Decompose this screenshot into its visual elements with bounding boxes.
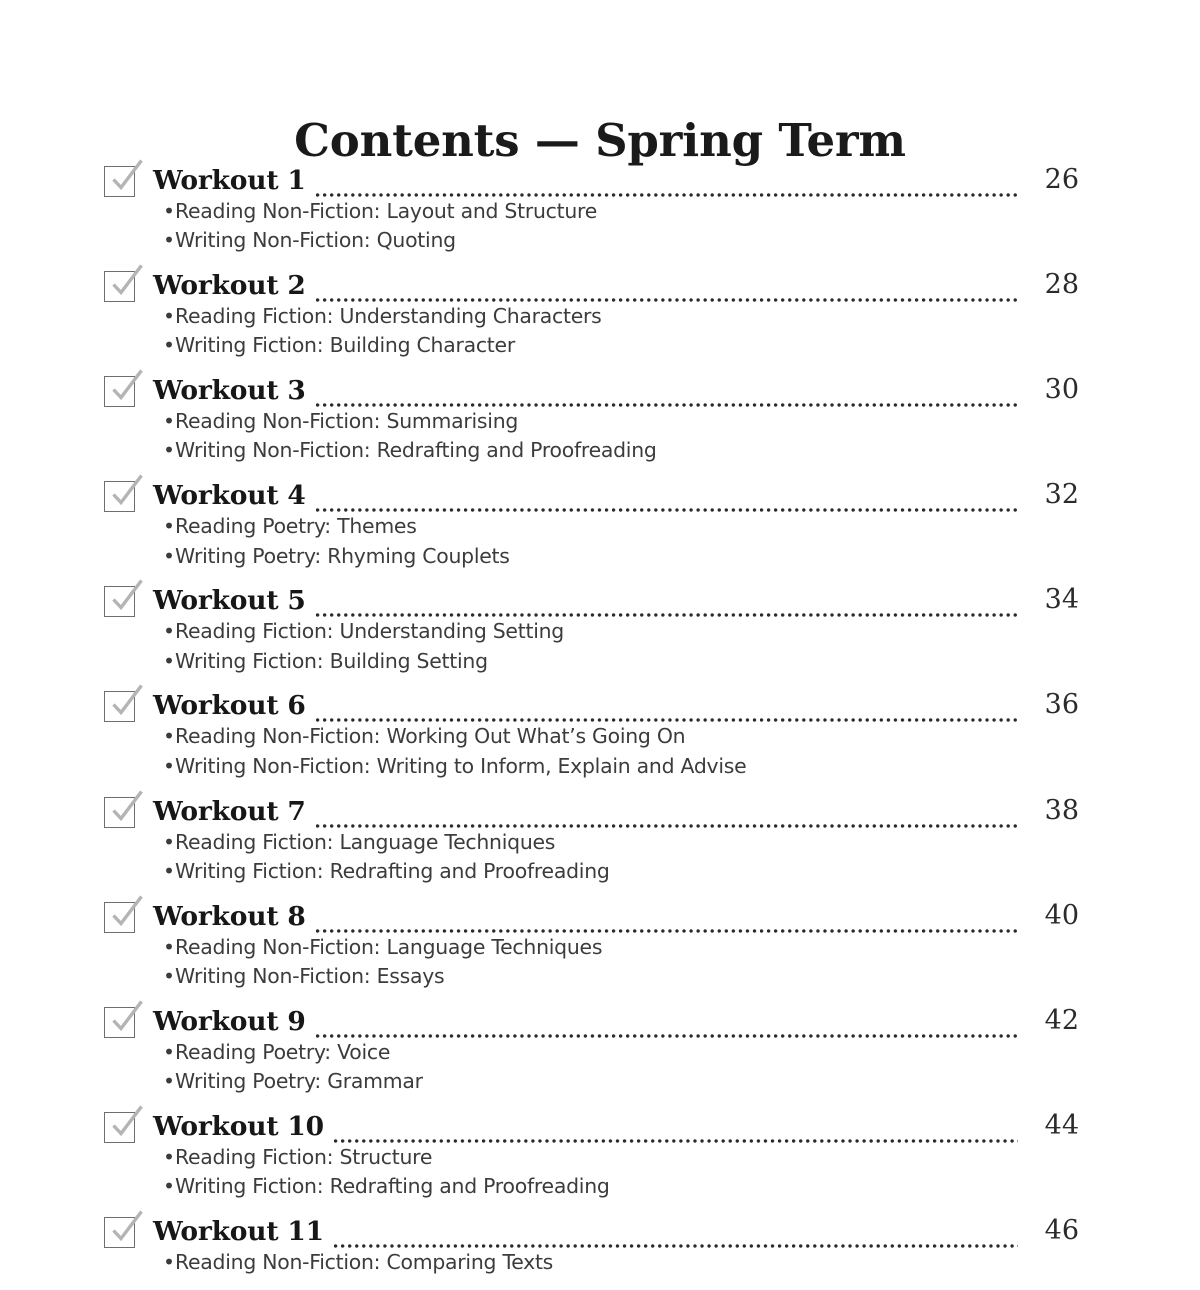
topic-label: Reading Fiction: Understanding Characters bbox=[175, 304, 602, 329]
toc-entry-row[interactable] bbox=[104, 688, 1079, 724]
topic-label: Reading Poetry: Themes bbox=[175, 514, 417, 539]
bullet-icon: • bbox=[163, 648, 175, 673]
workout-label: Workout 4 bbox=[153, 480, 306, 512]
workout-label: Workout 3 bbox=[153, 375, 306, 407]
topic-item bbox=[104, 407, 1079, 436]
topic-label: Reading Fiction: Language Techniques bbox=[175, 829, 556, 854]
topic-label: Reading Poetry: Voice bbox=[175, 1039, 391, 1064]
topic-label: Writing Fiction: Redrafting and Proofreading bbox=[175, 1174, 610, 1199]
bullet-icon: • bbox=[163, 1144, 175, 1169]
topic-item bbox=[104, 962, 1079, 991]
topic-item bbox=[104, 1143, 1079, 1172]
bullet-icon: • bbox=[163, 724, 175, 749]
bullet-icon: • bbox=[163, 934, 175, 959]
workout-label: Workout 5 bbox=[153, 585, 306, 617]
dot-leader bbox=[316, 702, 1018, 724]
topic-label: Writing Non-Fiction: Essays bbox=[175, 963, 445, 988]
workout-label: Workout 6 bbox=[153, 690, 306, 722]
dot-leader bbox=[334, 1123, 1018, 1145]
topic-label: Writing Fiction: Building Setting bbox=[175, 648, 488, 673]
dot-leader bbox=[316, 597, 1018, 619]
topic-item bbox=[104, 1038, 1079, 1067]
page-number: 46 bbox=[1044, 1214, 1079, 1246]
bullet-icon: • bbox=[163, 1069, 175, 1094]
workout-label: Workout 10 bbox=[153, 1110, 324, 1142]
topic-list bbox=[104, 302, 1079, 361]
checkmark-icon bbox=[106, 370, 144, 408]
toc-entry-row[interactable] bbox=[104, 373, 1079, 409]
topic-item bbox=[104, 1067, 1079, 1096]
bullet-icon: • bbox=[163, 1249, 175, 1274]
topic-label: Writing Non-Fiction: Quoting bbox=[175, 228, 456, 253]
dot-leader bbox=[316, 1018, 1018, 1040]
page-number: 30 bbox=[1044, 374, 1079, 406]
dot-leader bbox=[316, 177, 1018, 199]
workout-checkbox[interactable] bbox=[104, 797, 137, 830]
bullet-icon: • bbox=[163, 409, 175, 434]
topic-label: Writing Non-Fiction: Writing to Inform, Explain and Advise bbox=[175, 753, 747, 778]
bullet-icon: • bbox=[163, 1039, 175, 1064]
checkmark-icon bbox=[106, 580, 144, 618]
toc-entry-row[interactable] bbox=[104, 268, 1079, 304]
checkmark-icon bbox=[106, 1211, 144, 1249]
topic-item bbox=[104, 1248, 1079, 1277]
workout-label: Workout 2 bbox=[153, 270, 306, 302]
topic-list bbox=[104, 828, 1079, 887]
workout-label: Workout 7 bbox=[153, 795, 306, 827]
topic-item bbox=[104, 857, 1079, 886]
workout-label: Workout 9 bbox=[153, 1005, 306, 1037]
topic-item bbox=[104, 933, 1079, 962]
topic-item bbox=[104, 542, 1079, 571]
page-number: 32 bbox=[1044, 479, 1079, 511]
toc-entry bbox=[104, 1109, 1079, 1204]
topic-item bbox=[104, 647, 1079, 676]
workout-checkbox[interactable] bbox=[104, 1112, 137, 1145]
toc-entry bbox=[104, 794, 1079, 889]
topic-label: Writing Non-Fiction: Redrafting and Proofreading bbox=[175, 438, 657, 463]
topic-item bbox=[104, 331, 1079, 360]
topic-list bbox=[104, 1038, 1079, 1097]
topic-item bbox=[104, 226, 1079, 255]
workout-checkbox[interactable] bbox=[104, 902, 137, 935]
workout-checkbox[interactable] bbox=[104, 166, 137, 199]
dot-leader bbox=[316, 492, 1018, 514]
workout-checkbox[interactable] bbox=[104, 691, 137, 724]
bullet-icon: • bbox=[163, 514, 175, 539]
checkmark-icon bbox=[106, 475, 144, 513]
workout-checkbox[interactable] bbox=[104, 481, 137, 514]
bullet-icon: • bbox=[163, 438, 175, 463]
bullet-icon: • bbox=[163, 963, 175, 988]
topic-list bbox=[104, 197, 1079, 256]
topic-label: Reading Non-Fiction: Summarising bbox=[175, 409, 519, 434]
topic-list bbox=[104, 722, 1079, 781]
checkmark-icon bbox=[106, 1001, 144, 1039]
page-number: 38 bbox=[1044, 794, 1079, 826]
toc-entry-row[interactable] bbox=[104, 583, 1079, 619]
page-number: 40 bbox=[1044, 899, 1079, 931]
workout-checkbox[interactable] bbox=[104, 271, 137, 304]
topic-item bbox=[104, 436, 1079, 465]
dot-leader bbox=[316, 913, 1018, 935]
toc-entry bbox=[104, 478, 1079, 573]
topic-list bbox=[104, 512, 1079, 571]
bullet-icon: • bbox=[163, 753, 175, 778]
toc-entry-row[interactable] bbox=[104, 899, 1079, 935]
toc-entry-row[interactable] bbox=[104, 478, 1079, 514]
toc-entry bbox=[104, 688, 1079, 783]
table-of-contents-list bbox=[104, 163, 1079, 1290]
toc-entry-row[interactable] bbox=[104, 1109, 1079, 1145]
dot-leader bbox=[334, 1228, 1018, 1250]
topic-list bbox=[104, 1248, 1079, 1277]
page-number: 44 bbox=[1044, 1109, 1079, 1141]
topic-label: Reading Non-Fiction: Layout and Structure bbox=[175, 199, 598, 223]
toc-entry bbox=[104, 1004, 1079, 1099]
page-number: 36 bbox=[1044, 689, 1079, 721]
topic-label: Writing Fiction: Redrafting and Proofreading bbox=[175, 858, 610, 883]
workout-checkbox[interactable] bbox=[104, 1217, 137, 1250]
workout-checkbox[interactable] bbox=[104, 376, 137, 409]
topic-item bbox=[104, 752, 1079, 781]
topic-list bbox=[104, 407, 1079, 466]
toc-entry bbox=[104, 899, 1079, 994]
dot-leader bbox=[316, 387, 1018, 409]
topic-item bbox=[104, 512, 1079, 541]
topic-label: Writing Poetry: Grammar bbox=[175, 1069, 423, 1094]
toc-entry-row[interactable] bbox=[104, 163, 1079, 199]
checkmark-icon bbox=[106, 791, 144, 829]
bullet-icon: • bbox=[163, 1174, 175, 1199]
topic-item bbox=[104, 302, 1079, 331]
bullet-icon: • bbox=[163, 829, 175, 854]
checkmark-icon bbox=[106, 685, 144, 723]
page-number: 34 bbox=[1044, 584, 1079, 616]
toc-entry bbox=[104, 373, 1079, 468]
workout-label: Workout 8 bbox=[153, 900, 306, 932]
workout-checkbox[interactable] bbox=[104, 1007, 137, 1040]
bullet-icon: • bbox=[163, 858, 175, 883]
topic-label: Reading Non-Fiction: Working Out What’s Going On bbox=[175, 724, 686, 749]
page-number: 42 bbox=[1044, 1004, 1079, 1036]
topic-label: Writing Poetry: Rhyming Couplets bbox=[175, 543, 510, 568]
checkmark-icon bbox=[106, 160, 144, 198]
bullet-icon: • bbox=[163, 228, 175, 253]
toc-entry bbox=[104, 583, 1079, 678]
topic-label: Reading Non-Fiction: Comparing Texts bbox=[175, 1249, 554, 1274]
toc-entry-row[interactable] bbox=[104, 1004, 1079, 1040]
dot-leader bbox=[316, 282, 1018, 304]
topic-item bbox=[104, 617, 1079, 646]
bullet-icon: • bbox=[163, 304, 175, 329]
topic-item bbox=[104, 1172, 1079, 1201]
checkmark-icon bbox=[106, 896, 144, 934]
topic-label: Writing Fiction: Building Character bbox=[175, 333, 515, 358]
topic-list bbox=[104, 617, 1079, 676]
topic-item bbox=[104, 722, 1079, 751]
topic-list bbox=[104, 933, 1079, 992]
checkmark-icon bbox=[106, 265, 144, 303]
topic-list bbox=[104, 1143, 1079, 1202]
workout-label: Workout 1 bbox=[153, 165, 306, 196]
workout-checkbox[interactable] bbox=[104, 586, 137, 619]
dot-leader bbox=[316, 808, 1018, 830]
toc-entry bbox=[104, 268, 1079, 363]
toc-entry-row[interactable] bbox=[104, 794, 1079, 830]
checkmark-icon bbox=[106, 1106, 144, 1144]
workout-label: Workout 11 bbox=[153, 1215, 324, 1247]
toc-entry bbox=[104, 1214, 1079, 1279]
bullet-icon: • bbox=[163, 333, 175, 358]
page-title: Contents — Spring Term bbox=[294, 114, 906, 168]
topic-label: Reading Non-Fiction: Language Techniques bbox=[175, 934, 603, 959]
topic-label: Reading Fiction: Structure bbox=[175, 1144, 433, 1169]
toc-entry bbox=[104, 163, 1079, 258]
bullet-icon: • bbox=[163, 199, 175, 223]
toc-entry-row[interactable] bbox=[104, 1214, 1079, 1250]
bullet-icon: • bbox=[163, 543, 175, 568]
topic-label: Reading Fiction: Understanding Setting bbox=[175, 619, 565, 644]
page-number: 28 bbox=[1044, 269, 1079, 301]
page-number: 26 bbox=[1044, 164, 1079, 195]
bullet-icon: • bbox=[163, 619, 175, 644]
topic-item bbox=[104, 197, 1079, 226]
topic-item bbox=[104, 828, 1079, 857]
